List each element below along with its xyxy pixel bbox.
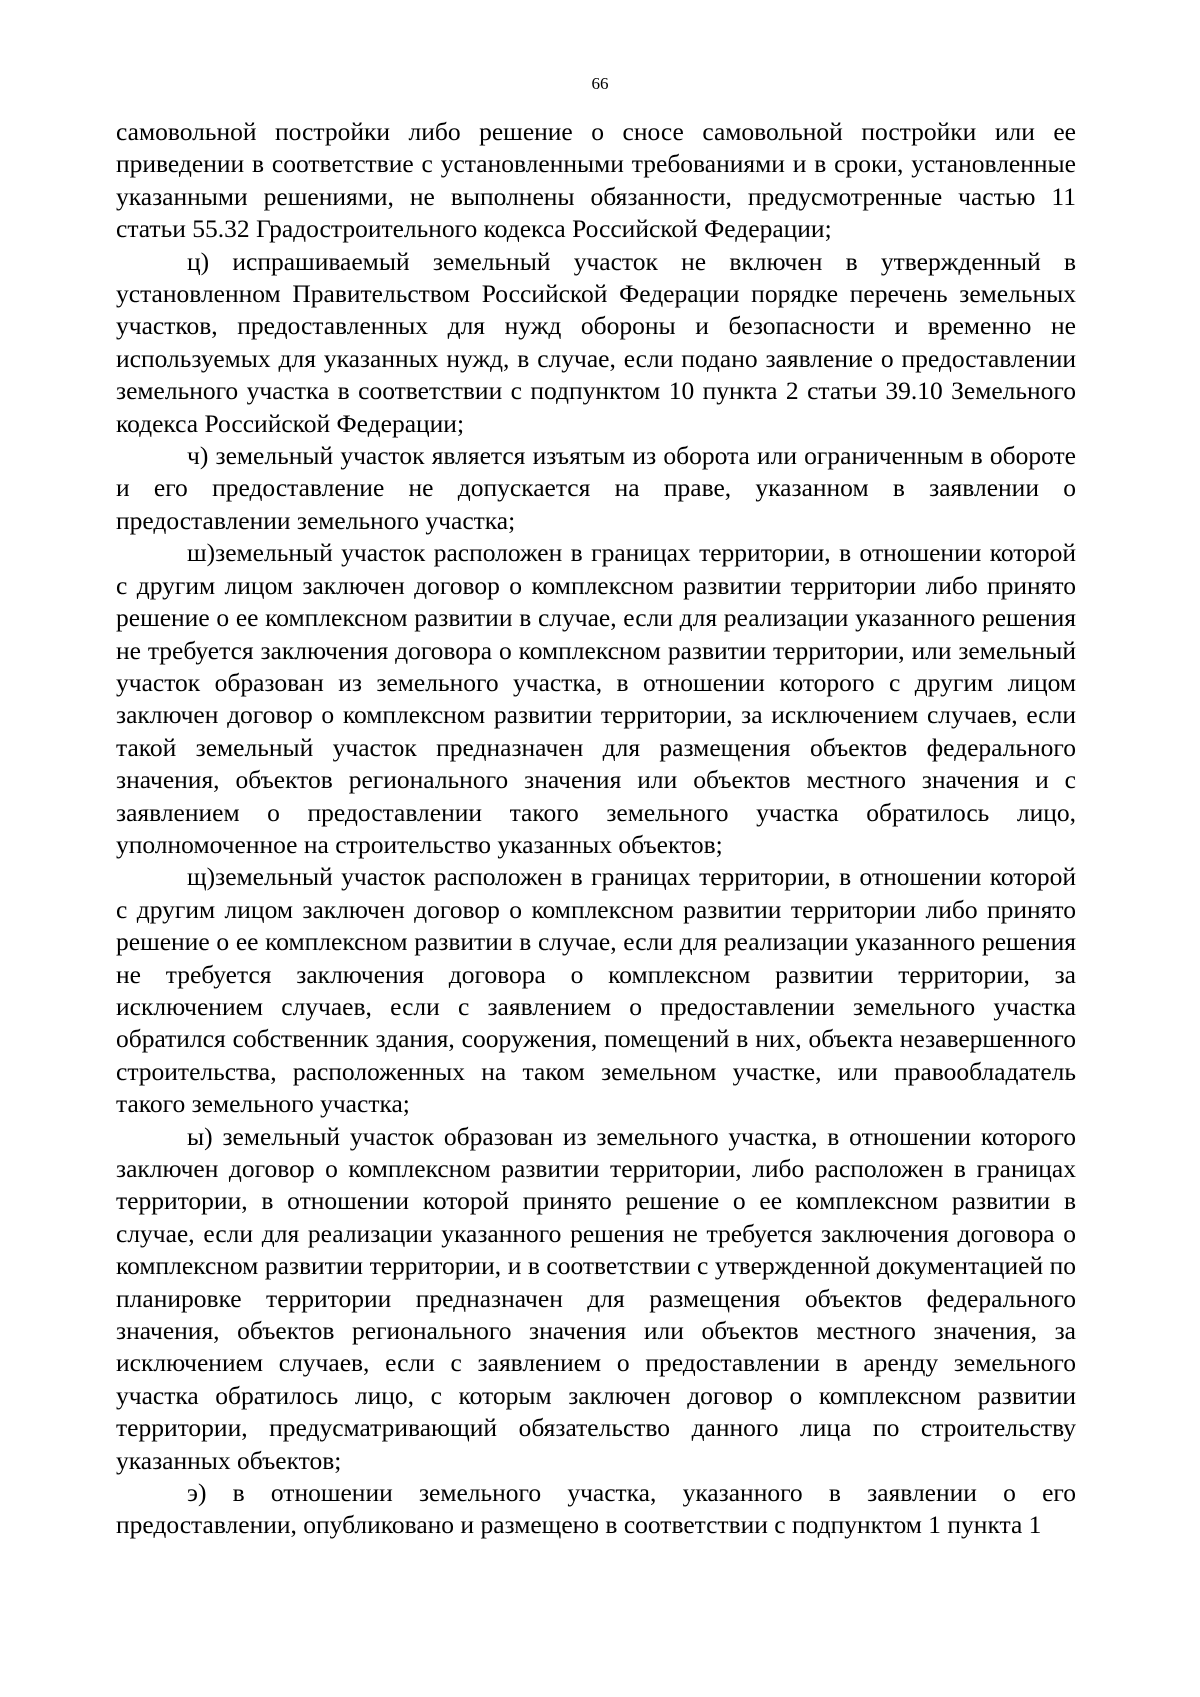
paragraph-item-sh: ш)земельный участок расположен в границах территории, в отношении которой с другим лицом заключен договор о комплексном развитии территории либо принято решение о ее комплексном развитии в случае, если для реализации указанного решения не требуется заключения договора о комплексном развитии территории, или земельный участок образован из земельного участка, в отношении которого с другим лицом заключен договор о комплексном развитии территории, за исключением случаев, если такой земельный участок предназначен для размещения объектов федерального значения, объектов регионального значения или объектов местного значения и с заявлением о предоставлении такого земельного участка обратилось лицо, уполномоченное на строительство указанных объектов; [116,538,1076,859]
paragraph-item-e: э) в отношении земельного участка, указанного в заявлении о его предоставлении, опубликовано и размещено в соответствии с подпунктом 1 пункта 1 [116,1478,1076,1540]
paragraph-item-ts: ц) испрашиваемый земельный участок не включен в утвержденный в установленном Правительством Российской Федерации порядке перечень земельных участков, предоставленных для нужд обороны и безопасности и временно не используемых для указанных нужд, в случае, если подано заявление о предоставлении земельного участка в соответствии с подпунктом 10 пункта 2 статьи 39.10 Земельного кодекса Российской Федерации; [116,246,1076,438]
paragraph-item-y: ы) земельный участок образован из земельного участка, в отношении которого заключен договор о комплексном развитии территории, либо расположен в границах территории, в отношении которой принято решение о ее комплексном развитии в случае, если для реализации указанного решения не требуется заключения договора о комплексном развитии территории, и в соответствии с утвержденной документацией по планировке территории предназначен для размещения объектов федерального значения, объектов регионального значения или объектов местного значения, за исключением случаев, если с заявлением о предоставлении в аренду земельного участка обратилось лицо, с которым заключен договор о комплексном развитии территории, предусматривающий обязательство данного лица по строительству указанных объектов; [116,1121,1076,1475]
document-body [116,116,1076,1542]
paragraph-continuation: самовольной постройки либо решение о сносе самовольной постройки или ее приведении в соответствие с установленными требованиями и в сроки, установленные указанными решениями, не выполнены обязанности, предусмотренные частью 11 статьи 55.32 Градостроительного кодекса Российской Федерации; [116,117,1076,244]
paragraph-item-shch: щ)земельный участок расположен в границах территории, в отношении которой с другим лицом заключен договор о комплексном развитии территории либо принято решение о ее комплексном развитии в случае, если для реализации указанного решения не требуется заключения договора о комплексном развитии территории, за исключением случаев, если с заявлением о предоставлении земельного участка обратился собственник здания, сооружения, помещений в них, объекта незавершенного строительства, расположенных на таком земельном участке, или правообладатель такого земельного участка; [116,862,1076,1119]
paragraph-item-ch: ч) земельный участок является изъятым из оборота или ограниченным в обороте и его предоставление не допускается на праве, указанном в заявлении о предоставлении земельного участка; [116,441,1076,535]
page-number: 66 [591,74,609,93]
